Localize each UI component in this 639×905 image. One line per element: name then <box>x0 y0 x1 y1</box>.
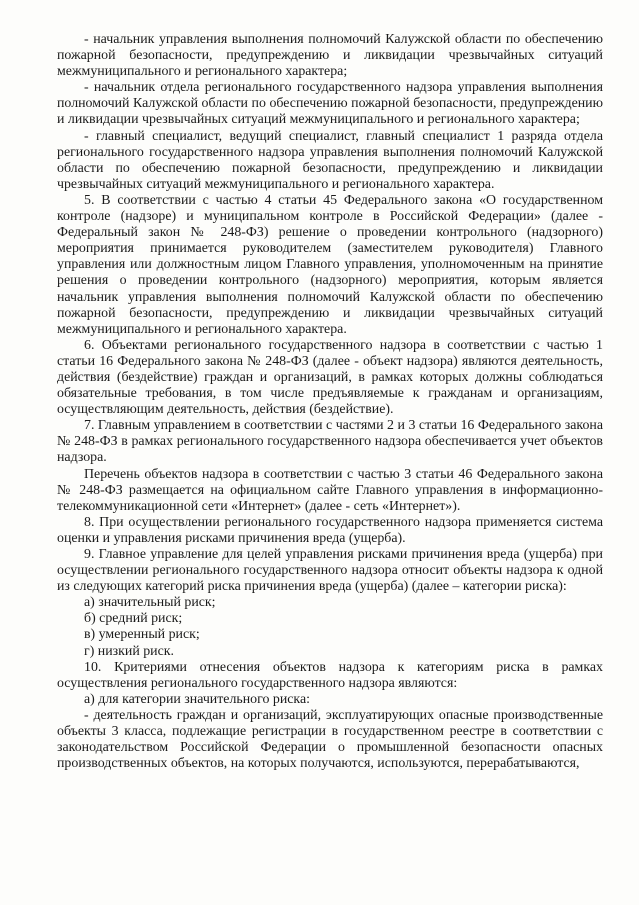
document-body <box>57 32 603 772</box>
paragraph-object-list: Перечень объектов надзора в соответствии с частью 3 статьи 46 Федерального закона № 248-ФЗ размещается на официальном сайте Главного управления в информационно-телекоммуникационной сети «Интернет» (далее - сеть «Интернет»). <box>57 466 603 514</box>
list-item-risk-c: в) умеренный риск; <box>84 627 200 643</box>
paragraph-significant-risk: а) для категории значительного риска: <box>84 691 310 707</box>
paragraph-section-9: 9. Главное управление для целей управления рисками причинения вреда (ущерба) при осуществлении регионального государственного надзора относит объекты надзора к одной из следующих категорий риска причинения вреда (ущерба) (далее – категории риска): <box>57 547 603 595</box>
paragraph-criteria-item: - деятельность граждан и организаций, эксплуатирующих опасные производственные объекты 3 класса, подлежащие регистрации в государственном реестре в соответствии с законодательством Российской Федерации о промышленной безопасности опасных производственных объектов, на которых получаются, используются, перерабатываются, <box>57 707 603 772</box>
paragraph-section-8: 8. При осуществлении регионального государственного надзора применяется система оценки и управления рисками причинения вреда (ущерба). <box>57 514 603 546</box>
list-item-risk-d: г) низкий риск. <box>84 643 175 659</box>
paragraph-section-7: 7. Главным управлением в соответствии с частями 2 и 3 статьи 16 Федерального закона № 248-ФЗ в рамках регионального государственного надзора обеспечивается учет объектов надзора. <box>57 418 603 466</box>
paragraph-section-10: 10. Критериями отнесения объектов надзора к категориям риска в рамках осуществления регионального государственного надзора являются: <box>57 659 603 691</box>
paragraph-official-2: - начальник отдела регионального государственного надзора управления выполнения полномочий Калужской области по обеспечению пожарной безопасности, предупреждению и ликвидации чрезвычайных ситуаций межмуниципального и регионального характера; <box>57 80 603 128</box>
list-item-risk-b: б) средний риск; <box>84 611 183 627</box>
list-item-risk-a: а) значительный риск; <box>84 595 216 611</box>
paragraph-official-1: - начальник управления выполнения полномочий Калужской области по обеспечению пожарной безопасности, предупреждению и ликвидации чрезвычайных ситуаций межмуниципального и регионального характера; <box>57 32 603 80</box>
paragraph-section-5: 5. В соответствии с частью 4 статьи 45 Федерального закона «О государственном контроле (надзоре) и муниципальном контроле в Российской Федерации» (далее - Федеральный закон № 248-ФЗ) решение о проведении контрольного (надзорного) мероприятия принимается руководителем (заместителем руководителя) Главного управления или должностным лицом Главного управления, уполномоченным на принятие решения о проведении контрольного (надзорного) мероприятия, которым является начальник управления выполнения полномочий Калужской области по обеспечению пожарной безопасности, предупреждению и ликвидации чрезвычайных ситуаций межмуниципального и регионального характера. <box>57 192 603 337</box>
paragraph-section-6: 6. Объектами регионального государственного надзора в соответствии с частью 1 статьи 16 Федерального закона № 248-ФЗ (далее - объект надзора) являются деятельность, действия (бездействие) граждан и организаций, в рамках которых должны соблюдаться обязательные требования, в том числе предъявляемые к гражданам и организациям, осуществляющим деятельность, действия (бездействие). <box>57 337 603 418</box>
paragraph-official-3: - главный специалист, ведущий специалист, главный специалист 1 разряда отдела регионального государственного надзора управления выполнения полномочий Калужской области по обеспечению пожарной безопасности, предупреждению и ликвидации чрезвычайных ситуаций межмуниципального и регионального характера. <box>57 128 603 192</box>
